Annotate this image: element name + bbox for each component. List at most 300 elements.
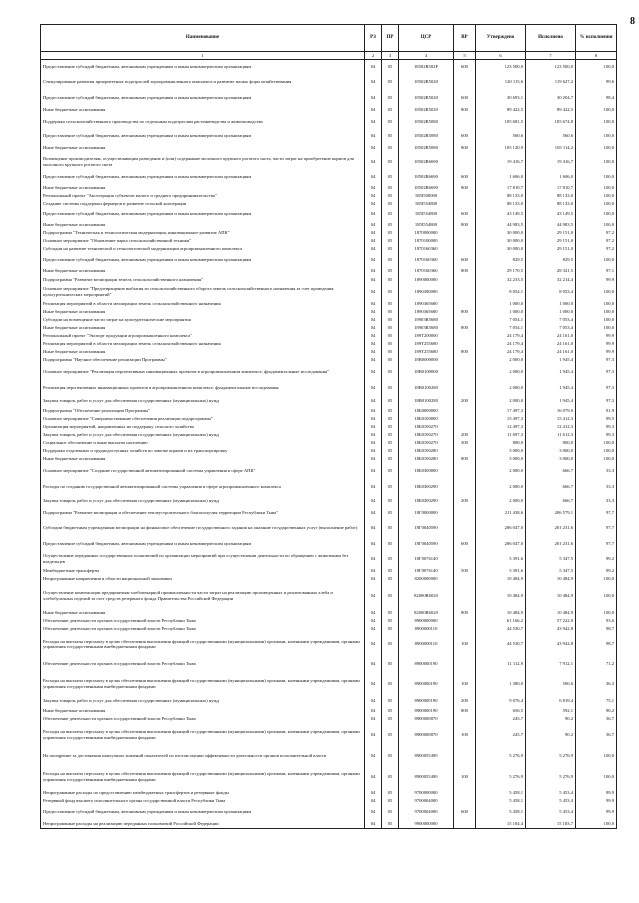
row-rz: 04	[365, 747, 382, 765]
row-vr	[454, 617, 476, 625]
row-vr: 100	[454, 672, 476, 696]
row-vr	[454, 153, 476, 171]
row-pr: 05	[382, 245, 399, 253]
row-csr: 185I500000	[399, 192, 454, 200]
table-row	[41, 551, 617, 567]
table-row	[41, 789, 617, 797]
row-vr: 100	[454, 723, 476, 747]
row-csr: 8900000190	[399, 696, 454, 707]
row-csr: 18Б0100270	[399, 431, 454, 439]
row-rz: 04	[365, 496, 382, 507]
row-rz: 04	[365, 696, 382, 707]
row-vr	[454, 229, 476, 237]
row-rz: 04	[365, 221, 382, 229]
row-vr	[454, 340, 476, 348]
row-executed: 10 484,9	[526, 575, 576, 583]
row-pr: 05	[382, 340, 399, 348]
row-vr	[454, 463, 476, 479]
row-approved: 32 233,5	[476, 276, 526, 284]
table-row	[41, 805, 617, 819]
row-pr: 05	[382, 221, 399, 229]
row-percent: 100,0	[576, 765, 617, 789]
row-rz: 04	[365, 479, 382, 496]
row-executed: 201 231,6	[526, 537, 576, 551]
row-csr: 8900000110	[399, 625, 454, 633]
table-row	[41, 324, 617, 332]
row-approved: 15 184,4	[476, 819, 526, 829]
row-rz: 04	[365, 765, 382, 789]
column-header: Утверждено	[476, 25, 526, 52]
row-approved: 8 054,1	[476, 284, 526, 300]
row-percent: 100,0	[576, 221, 617, 229]
row-rz: 04	[365, 507, 382, 519]
row-rz: 04	[365, 455, 382, 463]
row-approved: 9 076,4	[476, 696, 526, 707]
row-approved: 29 170,5	[476, 267, 526, 276]
row-executed: 500,6	[526, 672, 576, 696]
table-row	[41, 143, 617, 153]
table-row	[41, 348, 617, 356]
row-percent: 100,0	[576, 316, 617, 324]
row-executed: 5 453,4	[526, 797, 576, 805]
row-percent: 100,0	[576, 200, 617, 208]
row-rz: 04	[365, 116, 382, 129]
row-approved: 656,5	[476, 707, 526, 715]
row-pr: 05	[382, 143, 399, 153]
row-pr: 05	[382, 696, 399, 707]
row-vr: 600	[454, 129, 476, 143]
table-row	[41, 463, 617, 479]
row-name: Иные бюджетные ассигнования	[41, 105, 365, 116]
row-rz: 04	[365, 200, 382, 208]
row-name: Предоставление субсидий бюджетным, автономным учреждениям и иным некоммерческим организациям	[41, 208, 365, 221]
row-approved: 800,0	[476, 439, 526, 447]
row-rz: 04	[365, 575, 382, 583]
row-rz: 04	[365, 276, 382, 284]
row-name: Подпрограмма "Развитие мелиорации земель сельскохозяйственного назначения"	[41, 276, 365, 284]
row-pr: 05	[382, 431, 399, 439]
row-approved: 5 458,1	[476, 789, 526, 797]
row-rz: 04	[365, 324, 382, 332]
row-percent: 99,9	[576, 797, 617, 805]
table-row	[41, 129, 617, 143]
row-csr: 18903R5680	[399, 324, 454, 332]
row-csr: 18502R6690	[399, 171, 454, 184]
row-csr: 18903R5680	[399, 316, 454, 324]
row-percent: 100,0	[576, 129, 617, 143]
row-executed: 1 000,0	[526, 308, 576, 316]
row-rz: 04	[365, 656, 382, 672]
row-vr	[454, 479, 476, 496]
row-rz: 04	[365, 267, 382, 276]
row-csr: 18502R5020	[399, 73, 454, 92]
table-row	[41, 208, 617, 221]
table-row	[41, 300, 617, 308]
row-vr	[454, 415, 476, 423]
column-number: 6	[476, 52, 526, 60]
row-csr: 9700000000	[399, 789, 454, 797]
row-csr: 9700004000	[399, 797, 454, 805]
row-csr: 18Г0076140	[399, 551, 454, 567]
row-pr: 05	[382, 237, 399, 245]
row-executed: 7 912,1	[526, 656, 576, 672]
row-name: Обеспечение деятельности органов государственной власти Республики Тыва	[41, 715, 365, 723]
table-row	[41, 575, 617, 583]
row-vr	[454, 116, 476, 129]
row-executed: 8 053,4	[526, 284, 576, 300]
row-vr: 600	[454, 92, 476, 105]
row-pr: 05	[382, 507, 399, 519]
row-approved: 11 697,3	[476, 431, 526, 439]
row-vr: 800	[454, 348, 476, 356]
row-executed: 12 412,3	[526, 423, 576, 431]
row-executed: 1 000,0	[526, 300, 576, 308]
row-percent: 33,3	[576, 463, 617, 479]
row-rz: 04	[365, 284, 382, 300]
row-pr: 05	[382, 105, 399, 116]
row-pr: 05	[382, 332, 399, 340]
row-pr: 05	[382, 797, 399, 805]
row-executed: 5 276,9	[526, 747, 576, 765]
row-pr: 05	[382, 519, 399, 537]
row-vr: 800	[454, 707, 476, 715]
table-row	[41, 656, 617, 672]
row-executed: 5 276,9	[526, 765, 576, 789]
row-executed: 29 151,0	[526, 245, 576, 253]
row-rz: 04	[365, 625, 382, 633]
row-approved: 17 497,3	[476, 407, 526, 415]
column-header: % исполнения	[576, 25, 617, 52]
row-percent: 97,1	[576, 267, 617, 276]
row-approved: 120 115,6	[476, 73, 526, 92]
row-rz: 04	[365, 715, 382, 723]
row-name: Подпрограмма "Научное обеспечение реализации Программы"	[41, 356, 365, 364]
row-approved: 11 112,9	[476, 656, 526, 672]
row-rz: 04	[365, 253, 382, 267]
row-vr: 100	[454, 765, 476, 789]
table-row	[41, 439, 617, 447]
row-percent: 100,0	[576, 105, 617, 116]
row-pr: 05	[382, 300, 399, 308]
row-rz: 04	[365, 381, 382, 396]
table-row	[41, 723, 617, 747]
row-name: Возмещение производителям, осуществляющим разведение и (или) содержание молочного крупного рогатого скота, части затрат на приобретение кормов для молочного крупного рогатого скота	[41, 153, 365, 171]
row-csr: 18502R502F	[399, 60, 454, 73]
column-number: 4	[399, 52, 454, 60]
row-csr: 1870160360	[399, 245, 454, 253]
row-approved: 1 000,0	[476, 308, 526, 316]
row-name: Обеспечение деятельности органов государственной власти Республики Тыва	[41, 625, 365, 633]
row-executed: 16 079,0	[526, 407, 576, 415]
column-header: РЗ	[365, 25, 382, 52]
row-rz: 04	[365, 348, 382, 356]
row-pr: 05	[382, 496, 399, 507]
table-row	[41, 116, 617, 129]
table-row	[41, 455, 617, 463]
row-csr: 18В0100000	[399, 364, 454, 381]
row-rz: 04	[365, 609, 382, 617]
table-row	[41, 332, 617, 340]
row-approved: 24 179,4	[476, 348, 526, 356]
row-executed: 90,2	[526, 723, 576, 747]
row-pr: 05	[382, 396, 399, 407]
row-percent: 99,3	[576, 431, 617, 439]
row-vr	[454, 381, 476, 396]
row-approved: 17 810,7	[476, 184, 526, 192]
table-row	[41, 171, 617, 184]
table-row	[41, 340, 617, 348]
row-vr: 800	[454, 609, 476, 617]
row-vr: 600	[454, 60, 476, 73]
row-executed: 57 222,0	[526, 617, 576, 625]
row-percent: 99,9	[576, 805, 617, 819]
row-name: Реализация мероприятий в области мелиорации земель сельскохозяйственного назначения	[41, 300, 365, 308]
row-executed: 1 945,4	[526, 356, 576, 364]
row-approved: 560,6	[476, 129, 526, 143]
row-rz: 04	[365, 789, 382, 797]
row-pr: 05	[382, 284, 399, 300]
row-csr: 82000R6020	[399, 583, 454, 609]
row-csr: 8900000870	[399, 723, 454, 747]
row-csr: 8900000190	[399, 707, 454, 715]
row-name: Создание системы поддержки фермеров и развитие сельской кооперации	[41, 200, 365, 208]
row-executed: 30 204,7	[526, 92, 576, 105]
row-csr: 8900000190	[399, 656, 454, 672]
row-name: Основное мероприятие "Создание государственной автоматизированной системы управления в сфере АПК"	[41, 463, 365, 479]
row-name: Иные бюджетные ассигнования	[41, 609, 365, 617]
column-header: Исполнено	[526, 25, 576, 52]
row-csr: 18В0100280	[399, 396, 454, 407]
row-approved: 105 681,5	[476, 116, 526, 129]
table-row	[41, 184, 617, 192]
row-csr: 8900000870	[399, 715, 454, 723]
row-csr: 18Г0000000	[399, 507, 454, 519]
row-pr: 05	[382, 348, 399, 356]
row-pr: 05	[382, 423, 399, 431]
row-approved: 5 391,6	[476, 567, 526, 575]
page-number: 8	[630, 16, 635, 27]
row-executed: 32 214,4	[526, 276, 576, 284]
row-pr: 05	[382, 575, 399, 583]
table-row	[41, 707, 617, 715]
row-percent: 99,5	[576, 415, 617, 423]
row-pr: 05	[382, 73, 399, 92]
row-name: Расходы на выплаты персоналу в целях обеспечения выполнения функций государственными (муниципальными) органами, казенными учреждениями, органами управления государственными внебюджетными фондами	[41, 765, 365, 789]
row-pr: 05	[382, 171, 399, 184]
row-vr: 800	[454, 324, 476, 332]
row-vr: 600	[454, 537, 476, 551]
row-csr: 9900000000	[399, 819, 454, 829]
row-pr: 05	[382, 129, 399, 143]
row-percent: 100,0	[576, 583, 617, 609]
row-rz: 04	[365, 633, 382, 656]
row-csr: 8900055490	[399, 765, 454, 789]
row-name: Субсидии бюджетным учреждениям мелиорации на финансовое обеспечение государственного задания на оказание государственных услуг (выполнение работ)	[41, 519, 365, 537]
row-executed: 119 627,2	[526, 73, 576, 92]
row-vr: 600	[454, 805, 476, 819]
row-csr: 18Б0100270	[399, 439, 454, 447]
row-name: Подпрограмма "Техническая и технологическая модернизация, инновационное развитие АПК"	[41, 229, 365, 237]
row-csr: 8200000000	[399, 575, 454, 583]
row-name: Иные бюджетные ассигнования	[41, 707, 365, 715]
row-executed: 44 983,5	[526, 221, 576, 229]
table-row	[41, 519, 617, 537]
row-rz: 04	[365, 797, 382, 805]
table-row	[41, 192, 617, 200]
row-executed: 88 133,0	[526, 192, 576, 200]
row-pr: 05	[382, 92, 399, 105]
row-vr	[454, 423, 476, 431]
row-executed: 3 000,0	[526, 447, 576, 455]
row-executed: 24 161,0	[526, 348, 576, 356]
row-rz: 04	[365, 192, 382, 200]
row-name: Межбюджетные трансферты	[41, 567, 365, 575]
row-rz: 04	[365, 407, 382, 415]
row-percent: 33,3	[576, 496, 617, 507]
table-row	[41, 364, 617, 381]
row-rz: 04	[365, 229, 382, 237]
row-vr: 800	[454, 455, 476, 463]
row-name: Расходы по созданию государственной автоматизированной системы управления в сфере агропромышленного комплекса	[41, 479, 365, 496]
table-row	[41, 537, 617, 551]
column-header: ПР	[382, 25, 399, 52]
row-csr: 185I554800	[399, 200, 454, 208]
row-pr: 05	[382, 747, 399, 765]
row-name: На поощрение за достижения наилучших значений показателей по итогам оценки эффективности деятельности органов исполнительной власти	[41, 747, 365, 765]
row-vr: 200	[454, 396, 476, 407]
row-name: Иные бюджетные ассигнования	[41, 308, 365, 316]
row-percent: 100,0	[576, 192, 617, 200]
row-approved: 829,5	[476, 253, 526, 267]
row-percent: 99,2	[576, 551, 617, 567]
row-name: Региональный проект "Акселерация субъектов малого и среднего предпринимательства"	[41, 192, 365, 200]
row-rz: 04	[365, 364, 382, 381]
row-rz: 04	[365, 672, 382, 696]
row-approved: 5 458,1	[476, 797, 526, 805]
column-header: ВР	[454, 25, 476, 52]
row-csr: 8900000110	[399, 633, 454, 656]
table-row	[41, 696, 617, 707]
row-approved: 5 276,9	[476, 765, 526, 789]
row-vr	[454, 407, 476, 415]
row-vr	[454, 789, 476, 797]
table-row	[41, 381, 617, 396]
row-vr	[454, 575, 476, 583]
row-name: Иные бюджетные ассигнования	[41, 455, 365, 463]
row-executed: 1 945,4	[526, 396, 576, 407]
table-row	[41, 153, 617, 171]
row-rz: 04	[365, 396, 382, 407]
table-row	[41, 423, 617, 431]
row-name: Закупка товаров, работ и услуг для обеспечения государственных (муниципальных) нужд	[41, 431, 365, 439]
row-approved: 5 391,6	[476, 551, 526, 567]
table-row	[41, 221, 617, 229]
row-name: Закупка товаров, работ и услуг для обеспечения государственных (муниципальных) нужд	[41, 696, 365, 707]
row-rz: 04	[365, 184, 382, 192]
row-csr: 8900000190	[399, 672, 454, 696]
row-executed: 1 945,4	[526, 364, 576, 381]
row-approved: 30 000,0	[476, 229, 526, 237]
row-executed: 88 133,0	[526, 200, 576, 208]
row-csr: 1890000000	[399, 276, 454, 284]
row-pr: 05	[382, 617, 399, 625]
row-rz: 04	[365, 332, 382, 340]
row-executed: 123 500,0	[526, 60, 576, 73]
row-vr	[454, 237, 476, 245]
row-name: Иные бюджетные ассигнования	[41, 267, 365, 276]
row-name: Непрограммные расходы по предоставлению межбюджетных трансфертов и резервные фонды	[41, 789, 365, 797]
row-percent: 97,7	[576, 519, 617, 537]
row-vr: 800	[454, 184, 476, 192]
row-vr	[454, 276, 476, 284]
table-row	[41, 617, 617, 625]
row-executed: 6 819,4	[526, 696, 576, 707]
row-csr: 18Г0040590	[399, 537, 454, 551]
table-row	[41, 583, 617, 609]
row-csr: 18В0100280	[399, 381, 454, 396]
row-pr: 05	[382, 316, 399, 324]
table-row	[41, 507, 617, 519]
row-approved: 88 133,0	[476, 200, 526, 208]
row-csr: 18В0000000	[399, 356, 454, 364]
row-vr	[454, 73, 476, 92]
row-name: Обеспечение деятельности органов государственной власти Республики Тыва	[41, 656, 365, 672]
row-rz: 04	[365, 447, 382, 455]
row-vr: 600	[454, 208, 476, 221]
row-rz: 04	[365, 567, 382, 575]
row-executed: 206 579,1	[526, 507, 576, 519]
row-pr: 05	[382, 229, 399, 237]
row-pr: 05	[382, 60, 399, 73]
table-row	[41, 284, 617, 300]
row-approved: 44 530,7	[476, 625, 526, 633]
row-pr: 05	[382, 455, 399, 463]
row-percent: 100,0	[576, 171, 617, 184]
table-row	[41, 633, 617, 656]
row-executed: 28 321,5	[526, 267, 576, 276]
row-vr	[454, 356, 476, 364]
row-rz: 04	[365, 805, 382, 819]
row-csr: 18Г0040590	[399, 519, 454, 537]
row-rz: 04	[365, 143, 382, 153]
row-vr: 800	[454, 308, 476, 316]
table-row	[41, 625, 617, 633]
row-pr: 05	[382, 415, 399, 423]
row-executed: 89 422,5	[526, 105, 576, 116]
row-rz: 04	[365, 356, 382, 364]
column-number: 1	[41, 52, 365, 60]
row-percent: 97,3	[576, 364, 617, 381]
row-pr: 05	[382, 407, 399, 415]
row-csr: 18Г0076140	[399, 567, 454, 575]
row-rz: 04	[365, 340, 382, 348]
table-row	[41, 316, 617, 324]
row-name: Реализация мероприятий в области мелиорации земель сельскохозяйственного назначения	[41, 340, 365, 348]
row-percent: 99,9	[576, 276, 617, 284]
row-executed: 29 151,0	[526, 229, 576, 237]
row-csr: 1890300000	[399, 284, 454, 300]
row-approved: 30 000,0	[476, 237, 526, 245]
row-vr: 200	[454, 431, 476, 439]
row-csr: 18Б0100280	[399, 455, 454, 463]
row-vr: 200	[454, 496, 476, 507]
row-name: Предоставление субсидий бюджетным, автономным учреждениям и иным некоммерческим организациям	[41, 253, 365, 267]
row-vr	[454, 819, 476, 829]
row-approved: 10 484,9	[476, 583, 526, 609]
column-number: 3	[382, 52, 399, 60]
table-row	[41, 60, 617, 73]
row-rz: 04	[365, 316, 382, 324]
